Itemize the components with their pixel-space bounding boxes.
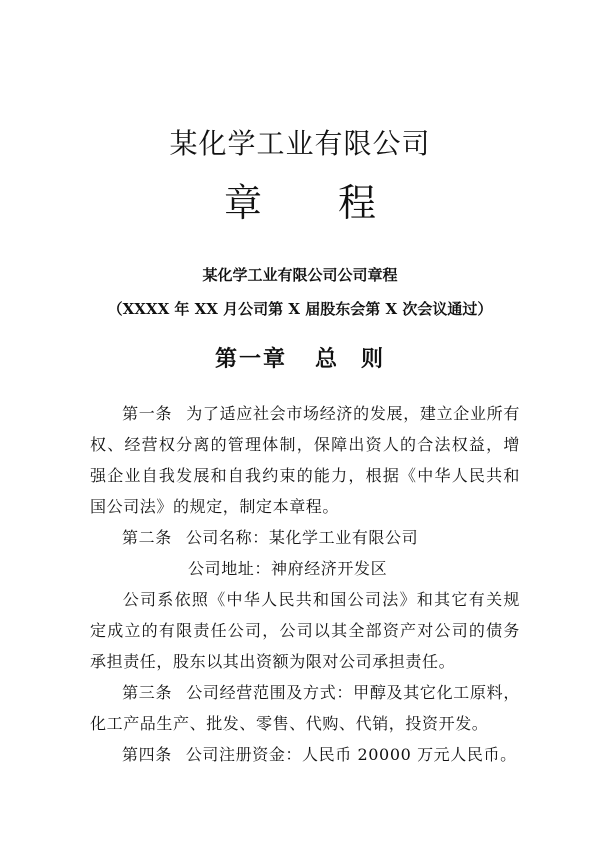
article-3-text: 公司经营范围及方式：甲醇及其它化工原料，化工产品生产、批发、零售、代购、代销，投资开发。 bbox=[90, 683, 520, 733]
charter-adoption-note: （XXXX 年 XX 月公司第 X 届股东会第 X 次会议通过） bbox=[107, 300, 493, 318]
article-1-text: 为了适应社会市场经济的发展，建立企业所有权、经营权分离的管理体制，保障出资人的合法权益，增强企业自我发展和自我约束的能力，根据《中华人民共和国公司法》的规定，制定本章程。 bbox=[90, 404, 520, 516]
article-4-text: 公司注册资金：人民币 20000 万元人民币。 bbox=[185, 745, 517, 764]
charter-subtitle: 某化学工业有限公司公司章程 bbox=[202, 266, 398, 284]
article-2-body bbox=[90, 584, 520, 677]
charter-title bbox=[0, 172, 600, 227]
charter-title-char-1: 章 bbox=[223, 181, 262, 225]
chapter-number: 第一章 bbox=[214, 346, 287, 372]
charter-title-char-2: 程 bbox=[338, 181, 377, 225]
article-3-number: 第三条 bbox=[122, 683, 173, 702]
article-2-text: 公司系依照《中华人民共和国公司法》和其它有关规定成立的有限责任公司，公司以其全部资产对公司的债务承担责任，股东以其出资额为限对公司承担责任。 bbox=[90, 590, 520, 671]
chapter-heading bbox=[0, 342, 600, 373]
article-2-name-line bbox=[122, 522, 418, 553]
article-1 bbox=[90, 398, 520, 522]
article-4-number: 第四条 bbox=[122, 745, 172, 764]
article-2-address-line: 公司地址：神府经济开发区 bbox=[188, 559, 388, 578]
chapter-title-char-2: 则 bbox=[361, 346, 386, 372]
article-1-number: 第一条 bbox=[122, 404, 173, 423]
article-2-company-name: 公司名称：某化学工业有限公司 bbox=[185, 528, 419, 547]
article-4 bbox=[122, 739, 517, 770]
article-2-number: 第二条 bbox=[122, 528, 172, 547]
company-title: 某化学工业有限公司 bbox=[169, 127, 431, 160]
article-3 bbox=[90, 677, 520, 739]
chapter-title-char-1: 总 bbox=[314, 346, 339, 372]
